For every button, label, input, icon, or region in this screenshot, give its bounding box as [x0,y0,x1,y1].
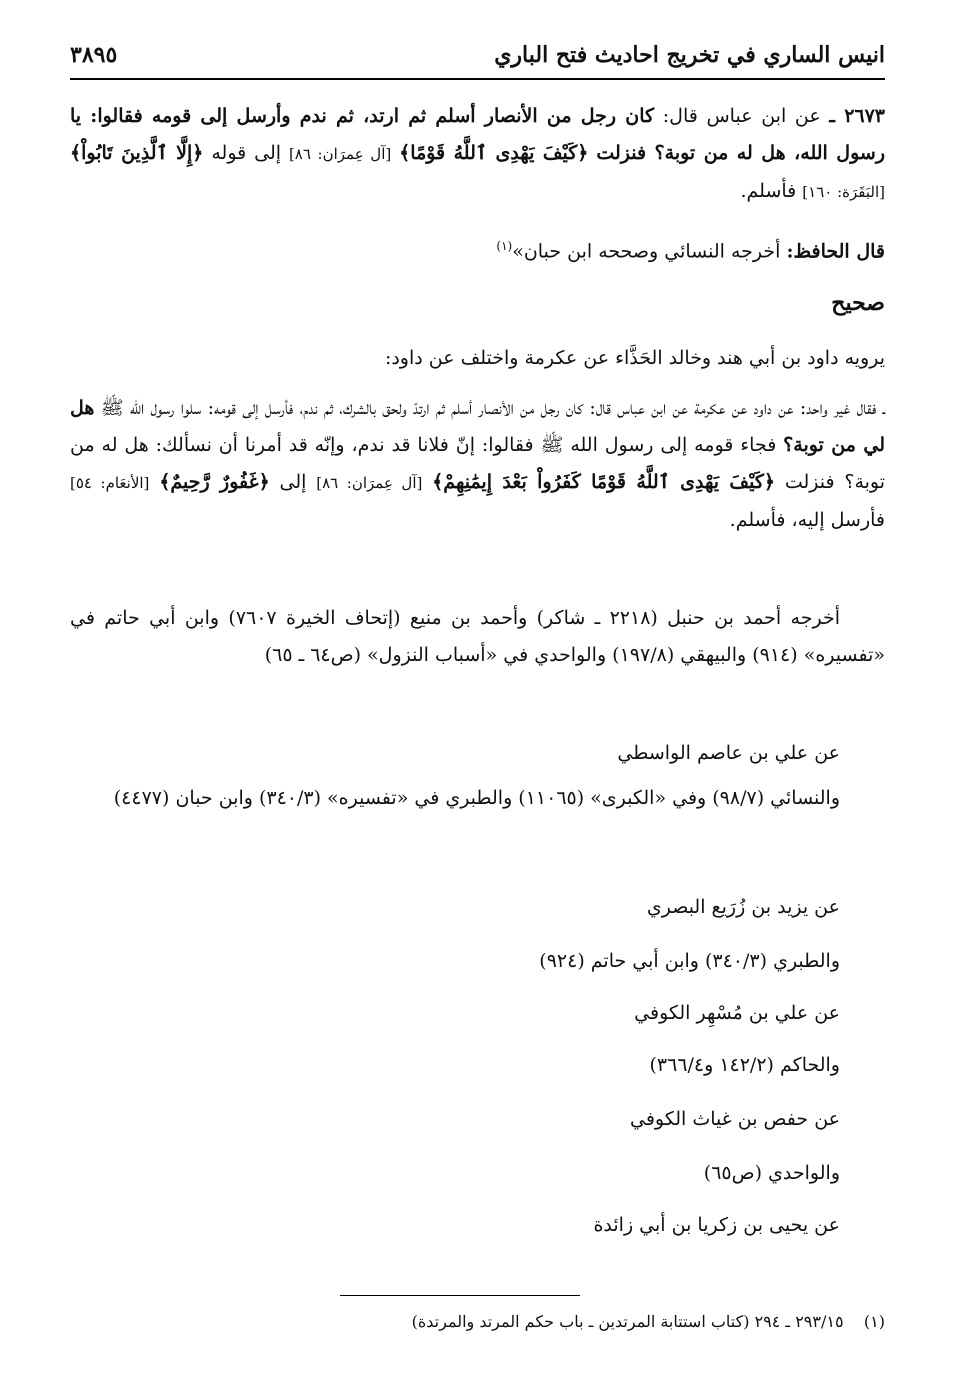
hadith-paragraph [70,98,885,211]
hadith-text: كان رجل من الأنصار أسلم ثم ارتد، ثم ندم وأرسل إلى قومه فقالوا: يا رسول الله، هل له من توبة؟ فنزلت [70,105,886,164]
chain-line: عن حفص بن غياث الكوفي [630,1108,840,1130]
verse-reference: [آل عِمرَان: ٨٦] [288,145,392,163]
hadith-intro: عن ابن عباس قال: [662,105,821,127]
narration-text: ـ فقال غير واحد: عن داود عن عكرمة عن ابن عباس قال: كان رجل من الأنصار أسلم ثم ارتدّ ولحق بالشرك، ثم ندم، فأرسل إلى قومه: سلوا رسول الله ﷺ [100,397,885,419]
narration-question: هل لي من توبة؟ [70,397,885,456]
source-line: والطبري (٣٤٠/٣) وابن أبي حاتم (٩٢٤) [539,950,840,972]
footnote-mark: (١) [863,1312,885,1331]
footnote-rule [340,1295,580,1296]
narration-text: فجاء قومه إلى رسول الله ﷺ فقالوا: إنّ فلانا قد ندم، وإنّه قد أمرنا أن نسألك: هل له من توبة؟ فنزلت [70,434,886,493]
narration-text: فأرسل إليه، فأسلم. [729,509,885,531]
narration-text: إلى [279,471,307,493]
chain-line: عن يزيد بن زُرَيع البصري [646,896,840,918]
book-page [70,28,885,1358]
book-title: انيس الساري في تخريج احاديث فتح الباري [494,42,885,68]
verse-reference: [آل عِمرَان: ٨٦] [316,474,423,492]
quran-verse: ﴿غَفُورٌ رَّحِيمٌ﴾ [159,471,270,493]
header-rule [70,78,885,80]
source-line: والنسائي (٩٨/٧) وفي «الكبرى» (١١٠٦٥) والطبري في «تفسيره» (٣٤٠/٣) وابن حبان (٤٤٧٧) [113,787,840,809]
source-line: والواحدي (ص٦٥) [703,1162,840,1184]
hadith-connector: إلى قوله [211,142,282,164]
footnote-reference: (١) [496,239,513,253]
verse-reference: [الأنعَام: ٥٤] [70,474,150,492]
verse-reference: [البَقَرَة: ١٦٠] [802,183,885,201]
footnote-text: ٢٩٣/١٥ ـ ٢٩٤ (كتاب استتابة المرتدين ـ باب حكم المرتد والمرتدة) [411,1312,844,1331]
hafiz-label: قال الحافظ: [786,240,885,263]
source-line: والحاكم (١٤٢/٢ و٣٦٦/٤) [649,1054,840,1076]
narration-paragraph: يرويه داود بن أبي هند وخالد الحَذَّاء عن عكرمة واختلف عن داود: [384,347,885,369]
footnote [70,1308,885,1336]
quran-verse: ﴿كَيْفَ يَهْدِى ٱللَّهُ قَوْمًا﴾ [399,142,589,164]
hafiz-statement [70,228,885,270]
takhrij-paragraph [70,600,885,674]
page-number: ٣٨٩٥ [70,42,118,68]
hadith-end: فأسلم. [740,180,797,202]
narration-paragraph [70,390,885,539]
hadith-number: ٢٦٧٣ ـ [829,105,886,127]
takhrij-text: أخرجه أحمد بن حنبل (٢٢١٨ ـ شاكر) وأحمد بن منيع (إتحاف الخيرة ٧٦٠٧) وابن أبي حاتم في «تفسيره» (٩١٤) والبيهقي (١٩٧/٨) والواحدي في «أسباب النزول» (ص٦٤ ـ ٦٥) [70,607,885,666]
chain-line: عن علي بن عاصم الواسطي [617,742,840,764]
running-header [70,42,885,78]
hafiz-text: أخرجه النسائي وصححه ابن حبان» [512,240,781,263]
quran-verse: ﴿كَيْفَ يَهْدِى ٱللَّهُ قَوْمًا كَفَرُواْ بَعْدَ إِيمَٰنِهِمْ﴾ [432,471,776,493]
grade-heading: صحيح [831,290,885,316]
quran-verse: ﴿إِلَّا ٱلَّذِينَ تَابُواْ﴾ [70,142,204,164]
chain-line: عن يحيى بن زكريا بن أبي زائدة [593,1214,840,1236]
chain-line: عن علي بن مُسْهِر الكوفي [634,1002,840,1024]
